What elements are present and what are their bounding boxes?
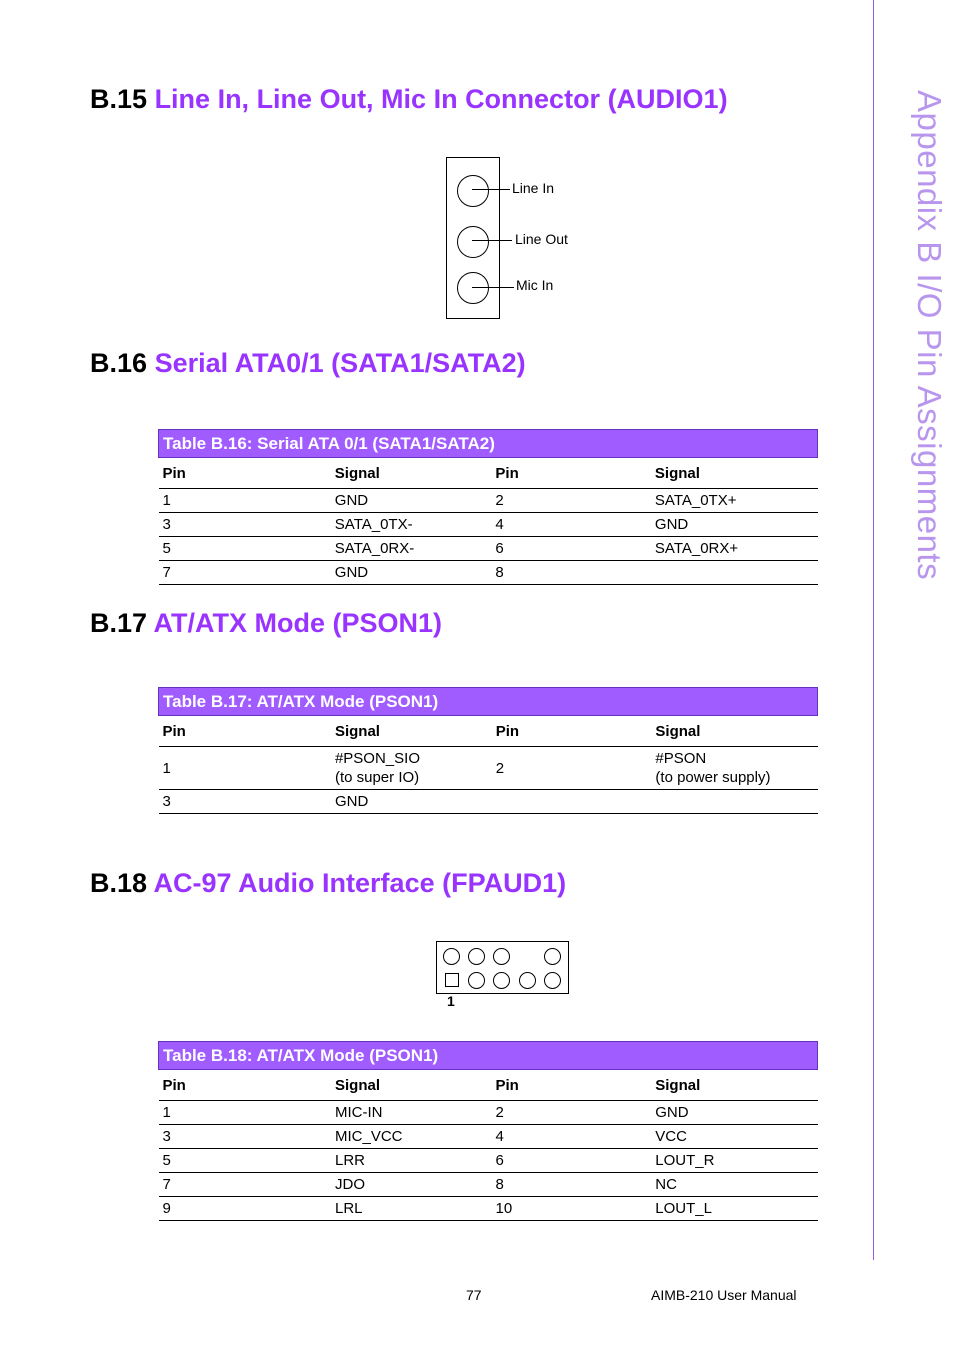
line-out-label: Line Out	[515, 231, 568, 247]
table-cell: 10	[492, 1197, 652, 1221]
line-out-jack-icon	[457, 226, 489, 258]
table-cell	[651, 561, 818, 585]
pin-icon	[544, 948, 561, 965]
table-cell: 2	[492, 747, 652, 790]
section-number: B.18	[90, 868, 148, 898]
table-cell: GND	[331, 489, 492, 513]
table-b17	[158, 687, 818, 814]
table-cell: 3	[159, 790, 331, 814]
column-header: Pin	[492, 1070, 652, 1101]
table-cell: JDO	[331, 1173, 492, 1197]
column-header: Signal	[651, 1070, 817, 1101]
column-header: Signal	[331, 458, 492, 489]
manual-title: AIMB-210 User Manual	[651, 1287, 797, 1303]
pin-1-square-icon	[445, 973, 459, 987]
section-number: B.16	[90, 348, 148, 378]
table-cell: 4	[492, 1125, 652, 1149]
section-title: AC-97 Audio Interface (FPAUD1)	[153, 868, 567, 898]
table-row	[159, 790, 818, 814]
pin-icon	[544, 972, 561, 989]
pin-icon	[493, 972, 510, 989]
table-cell: 7	[159, 1173, 332, 1197]
table-cell: 3	[159, 513, 331, 537]
table-cell: GND	[331, 790, 492, 814]
table-cell: 5	[159, 537, 331, 561]
table-row	[159, 1173, 818, 1197]
section-heading-b17	[90, 608, 442, 639]
table-cell	[651, 790, 817, 814]
pin-icon	[443, 948, 460, 965]
side-rule	[873, 0, 874, 1260]
audio-connector-diagram	[446, 157, 500, 319]
table-cell: GND	[331, 561, 492, 585]
section-title: Serial ATA0/1 (SATA1/SATA2)	[154, 348, 526, 378]
table-caption: Table B.17: AT/ATX Mode (PSON1)	[159, 688, 818, 716]
pin-icon	[519, 972, 536, 989]
table-cell: #PSON_SIO (to super IO)	[331, 747, 492, 790]
table-cell: GND	[651, 513, 818, 537]
table-cell: 6	[491, 537, 651, 561]
table-cell: #PSON (to power supply)	[651, 747, 817, 790]
section-heading-b15	[90, 84, 728, 115]
column-header: Pin	[492, 716, 652, 747]
table-row	[159, 1101, 818, 1125]
section-heading-b16	[90, 348, 526, 379]
column-header: Pin	[159, 1070, 332, 1101]
line-in-label: Line In	[512, 180, 555, 196]
column-header: Pin	[491, 458, 651, 489]
table-cell: SATA_0TX+	[651, 489, 818, 513]
table-cell: 2	[491, 489, 651, 513]
table-row	[159, 561, 818, 585]
table-cell: SATA_0RX+	[651, 537, 818, 561]
pin-icon	[468, 948, 485, 965]
pin-1-label: 1	[447, 993, 455, 1009]
table-cell: LRL	[331, 1197, 492, 1221]
table-cell: 1	[159, 489, 331, 513]
pin-icon	[493, 948, 510, 965]
table-b18	[158, 1041, 818, 1221]
section-title: AT/ATX Mode (PSON1)	[153, 608, 443, 638]
table-b16	[158, 429, 818, 585]
table-cell: 5	[159, 1149, 332, 1173]
mic-in-label: Mic In	[516, 277, 554, 293]
table-cell: MIC-IN	[331, 1101, 492, 1125]
table-cell: GND	[651, 1101, 817, 1125]
table-row	[159, 489, 818, 513]
table-cell: 1	[159, 1101, 332, 1125]
table-cell: VCC	[651, 1125, 817, 1149]
section-title: Line In, Line Out, Mic In Connector (AUDIO1)	[154, 84, 728, 114]
section-number: B.17	[90, 608, 148, 638]
table-cell: 4	[491, 513, 651, 537]
pin-icon	[468, 972, 485, 989]
appendix-side-tab: Appendix B I/O Pin Assignments	[911, 90, 948, 581]
table-cell: SATA_0RX-	[331, 537, 492, 561]
table-cell: LRR	[331, 1149, 492, 1173]
section-number: B.15	[90, 84, 148, 114]
table-cell: LOUT_R	[651, 1149, 817, 1173]
line-in-leader-line	[472, 189, 510, 190]
table-cell: 1	[159, 747, 331, 790]
table-row	[159, 747, 818, 790]
table-cell: LOUT_L	[651, 1197, 817, 1221]
table-row	[159, 1149, 818, 1173]
table-cell: 7	[159, 561, 331, 585]
table-cell: 8	[492, 1173, 652, 1197]
table-cell: SATA_0TX-	[331, 513, 492, 537]
column-header: Signal	[331, 1070, 492, 1101]
section-heading-b18	[90, 868, 566, 899]
table-row	[159, 1125, 818, 1149]
table-caption: Table B.16: Serial ATA 0/1 (SATA1/SATA2)	[159, 430, 818, 458]
table-cell: NC	[651, 1173, 817, 1197]
column-header: Pin	[159, 458, 331, 489]
table-cell: 2	[492, 1101, 652, 1125]
table-row	[159, 513, 818, 537]
table-cell: 3	[159, 1125, 332, 1149]
table-cell: 6	[492, 1149, 652, 1173]
line-out-leader-line	[472, 240, 512, 241]
table-cell: MIC_VCC	[331, 1125, 492, 1149]
mic-in-jack-icon	[457, 272, 489, 304]
column-header: Pin	[159, 716, 331, 747]
table-cell: 9	[159, 1197, 332, 1221]
table-cell	[492, 790, 652, 814]
column-header: Signal	[651, 716, 817, 747]
line-in-jack-icon	[457, 175, 489, 207]
column-header: Signal	[651, 458, 818, 489]
page-number: 77	[466, 1287, 482, 1303]
mic-in-leader-line	[472, 287, 514, 288]
column-header: Signal	[331, 716, 492, 747]
table-row	[159, 537, 818, 561]
table-cell: 8	[491, 561, 651, 585]
table-row	[159, 1197, 818, 1221]
fpaud-header-diagram	[436, 941, 569, 994]
table-caption: Table B.18: AT/ATX Mode (PSON1)	[159, 1042, 818, 1070]
